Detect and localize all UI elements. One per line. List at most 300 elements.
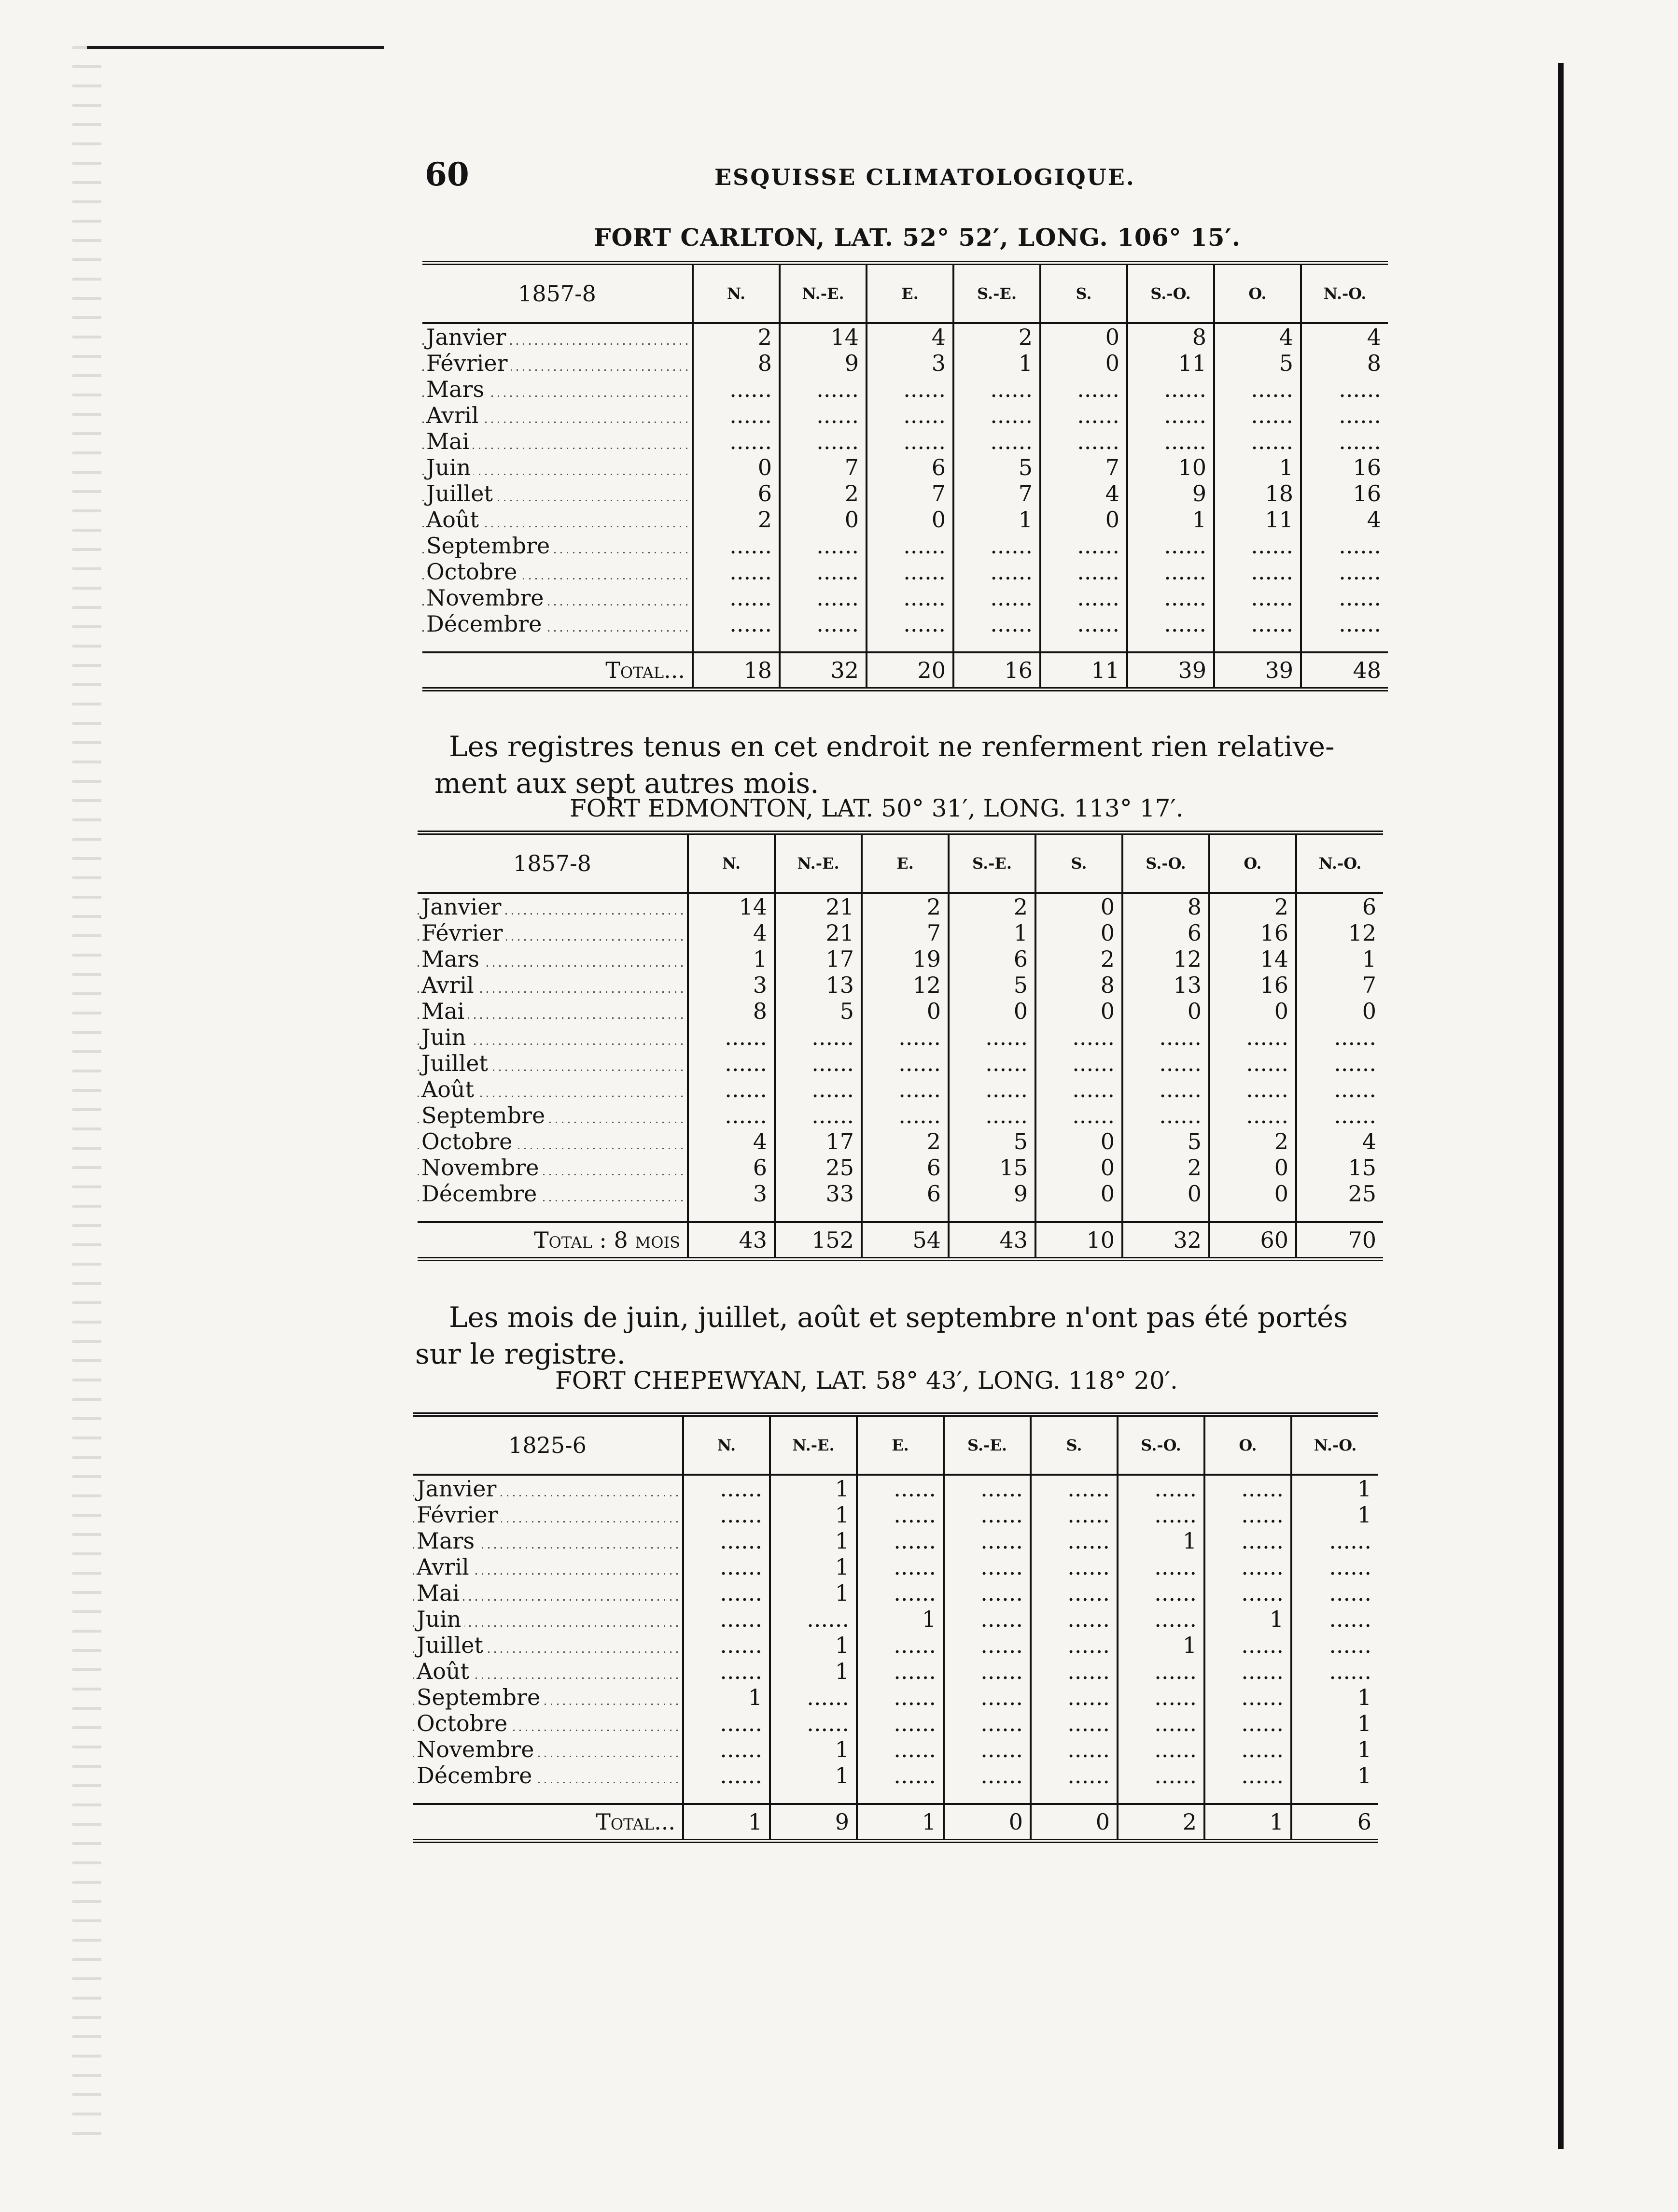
value-cell: ...... bbox=[1118, 1475, 1204, 1502]
table-row bbox=[413, 1632, 1378, 1658]
value-cell: ...... bbox=[867, 376, 953, 402]
table-row bbox=[418, 1024, 1383, 1050]
value-cell: 0 bbox=[1122, 1181, 1209, 1207]
value-cell: 8 bbox=[693, 350, 780, 376]
value-cell: ...... bbox=[1040, 533, 1127, 559]
total-cell: 16 bbox=[953, 652, 1040, 690]
value-cell: ...... bbox=[693, 585, 780, 611]
value-cell: ...... bbox=[1127, 402, 1214, 428]
value-cell: 7 bbox=[862, 920, 949, 946]
col-header-o: O. bbox=[1214, 263, 1301, 324]
value-cell: 4 bbox=[867, 323, 953, 350]
value-cell: ...... bbox=[953, 611, 1040, 637]
value-cell: 25 bbox=[1296, 1181, 1383, 1207]
wind-table-fort-carlton bbox=[422, 261, 1388, 691]
binding-edge-rule bbox=[1558, 63, 1564, 2149]
col-header-n: N. bbox=[683, 1415, 770, 1475]
value-cell: 18 bbox=[1214, 480, 1301, 507]
value-cell: 0 bbox=[1040, 350, 1127, 376]
value-cell: ...... bbox=[1127, 376, 1214, 402]
value-cell: ...... bbox=[953, 402, 1040, 428]
month-label: Septembre bbox=[417, 1684, 543, 1710]
month-cell bbox=[418, 1155, 688, 1181]
value-cell: ...... bbox=[1118, 1606, 1204, 1632]
value-cell: ...... bbox=[775, 1076, 862, 1102]
value-cell: ...... bbox=[1204, 1632, 1291, 1658]
month-label: Juin bbox=[421, 1024, 469, 1050]
table-row bbox=[422, 507, 1388, 533]
value-cell: 1 bbox=[770, 1528, 857, 1554]
value-cell: 8 bbox=[1122, 893, 1209, 920]
month-label: Juillet bbox=[421, 1050, 491, 1076]
total-cell: 10 bbox=[1035, 1222, 1122, 1259]
value-cell: ...... bbox=[944, 1580, 1031, 1606]
value-cell: 17 bbox=[775, 1128, 862, 1155]
month-cell bbox=[413, 1606, 683, 1632]
value-cell: ...... bbox=[1127, 585, 1214, 611]
spacer-cell bbox=[1127, 637, 1214, 652]
value-cell: ...... bbox=[944, 1502, 1031, 1528]
spacer-cell bbox=[1118, 1789, 1204, 1804]
value-cell: ...... bbox=[867, 533, 953, 559]
value-cell: 1 bbox=[1204, 1606, 1291, 1632]
table-row bbox=[418, 920, 1383, 946]
value-cell: 14 bbox=[688, 893, 775, 920]
value-cell: 1 bbox=[1296, 946, 1383, 972]
value-cell: 7 bbox=[953, 480, 1040, 507]
spacer-cell bbox=[688, 1207, 775, 1222]
value-cell: ...... bbox=[693, 376, 780, 402]
value-cell: ...... bbox=[683, 1736, 770, 1762]
col-header-so: S.-O. bbox=[1122, 833, 1209, 893]
month-cell bbox=[413, 1554, 683, 1580]
value-cell: ...... bbox=[862, 1050, 949, 1076]
value-cell: ...... bbox=[1214, 428, 1301, 454]
value-cell: ...... bbox=[1122, 1050, 1209, 1076]
value-cell: ...... bbox=[770, 1710, 857, 1736]
value-cell: 8 bbox=[1127, 323, 1214, 350]
total-cell: 39 bbox=[1127, 652, 1214, 690]
spacer-cell bbox=[770, 1789, 857, 1804]
value-cell: ...... bbox=[944, 1632, 1031, 1658]
value-cell: ...... bbox=[1214, 402, 1301, 428]
value-cell: ...... bbox=[1214, 611, 1301, 637]
value-cell: 3 bbox=[867, 350, 953, 376]
table-row bbox=[422, 585, 1388, 611]
total-cell: 70 bbox=[1296, 1222, 1383, 1259]
spacer-cell bbox=[1214, 637, 1301, 652]
col-header-ne: N.-E. bbox=[770, 1415, 857, 1475]
month-cell bbox=[413, 1502, 683, 1528]
value-cell: ...... bbox=[857, 1658, 944, 1684]
value-cell: 15 bbox=[1296, 1155, 1383, 1181]
value-cell: 12 bbox=[1122, 946, 1209, 972]
value-cell: ...... bbox=[1035, 1102, 1122, 1128]
table-row bbox=[422, 376, 1388, 402]
value-cell: ...... bbox=[1031, 1658, 1118, 1684]
table-row bbox=[422, 323, 1388, 350]
col-header-s: S. bbox=[1040, 263, 1127, 324]
col-header-se: S.-E. bbox=[953, 263, 1040, 324]
spacer-row bbox=[418, 1207, 1383, 1222]
value-cell: ...... bbox=[867, 559, 953, 585]
value-cell: 1 bbox=[770, 1658, 857, 1684]
table-row bbox=[418, 893, 1383, 920]
value-cell: ...... bbox=[944, 1710, 1031, 1736]
year-header: 1857-8 bbox=[418, 833, 688, 893]
value-cell: ...... bbox=[857, 1580, 944, 1606]
value-cell: 13 bbox=[775, 972, 862, 998]
value-cell: ...... bbox=[953, 585, 1040, 611]
value-cell: 5 bbox=[1122, 1128, 1209, 1155]
value-cell: 1 bbox=[1291, 1684, 1378, 1710]
month-label: Octobre bbox=[426, 559, 520, 585]
value-cell: 1 bbox=[770, 1632, 857, 1658]
month-label: Janvier bbox=[426, 324, 509, 350]
value-cell: ...... bbox=[688, 1050, 775, 1076]
value-cell: ...... bbox=[949, 1050, 1035, 1076]
table-row bbox=[418, 946, 1383, 972]
value-cell: ...... bbox=[1031, 1528, 1118, 1554]
month-cell bbox=[422, 559, 693, 585]
value-cell: ...... bbox=[1031, 1554, 1118, 1580]
month-label: Avril bbox=[417, 1554, 472, 1580]
col-header-e: E. bbox=[857, 1415, 944, 1475]
value-cell: ...... bbox=[944, 1658, 1031, 1684]
spacer-cell bbox=[867, 637, 953, 652]
month-cell bbox=[418, 946, 688, 972]
value-cell: ...... bbox=[857, 1736, 944, 1762]
value-cell: ...... bbox=[693, 559, 780, 585]
value-cell: ...... bbox=[1204, 1762, 1291, 1789]
value-cell: 16 bbox=[1209, 920, 1296, 946]
total-row bbox=[422, 652, 1388, 690]
col-header-no: N.-O. bbox=[1291, 1415, 1378, 1475]
value-cell: ...... bbox=[1118, 1658, 1204, 1684]
value-cell: ...... bbox=[683, 1502, 770, 1528]
value-cell: ...... bbox=[857, 1528, 944, 1554]
total-cell: 18 bbox=[693, 652, 780, 690]
value-cell: 0 bbox=[1035, 998, 1122, 1024]
value-cell: 0 bbox=[1035, 893, 1122, 920]
total-cell: 43 bbox=[949, 1222, 1035, 1259]
value-cell: 3 bbox=[688, 972, 775, 998]
table-row bbox=[413, 1710, 1378, 1736]
month-label: Novembre bbox=[426, 585, 546, 611]
value-cell: ...... bbox=[1204, 1554, 1291, 1580]
month-label: Mars bbox=[421, 946, 482, 972]
value-cell: ...... bbox=[1031, 1632, 1118, 1658]
value-cell: 4 bbox=[1301, 507, 1388, 533]
value-cell: ...... bbox=[693, 428, 780, 454]
total-cell: 48 bbox=[1301, 652, 1388, 690]
value-cell: 2 bbox=[780, 480, 867, 507]
value-cell: 1 bbox=[770, 1736, 857, 1762]
value-cell: ...... bbox=[1031, 1502, 1118, 1528]
col-header-e: E. bbox=[867, 263, 953, 324]
month-label: Septembre bbox=[426, 533, 553, 559]
header-row bbox=[418, 833, 1383, 893]
col-header-no: N.-O. bbox=[1301, 263, 1388, 324]
value-cell: 0 bbox=[1209, 1181, 1296, 1207]
value-cell: ...... bbox=[1122, 1102, 1209, 1128]
month-cell bbox=[413, 1528, 683, 1554]
value-cell: ...... bbox=[1040, 559, 1127, 585]
spacer-cell bbox=[949, 1207, 1035, 1222]
spacer-cell bbox=[1040, 637, 1127, 652]
value-cell: 7 bbox=[867, 480, 953, 507]
value-cell: ...... bbox=[1204, 1502, 1291, 1528]
table-row bbox=[418, 1076, 1383, 1102]
total-cell: 60 bbox=[1209, 1222, 1296, 1259]
spacer-cell bbox=[953, 637, 1040, 652]
col-header-o: O. bbox=[1204, 1415, 1291, 1475]
value-cell: ...... bbox=[867, 428, 953, 454]
total-cell: 20 bbox=[867, 652, 953, 690]
spacer-cell bbox=[775, 1207, 862, 1222]
value-cell: ...... bbox=[953, 376, 1040, 402]
value-cell: ...... bbox=[1127, 428, 1214, 454]
total-cell: 32 bbox=[1122, 1222, 1209, 1259]
month-cell bbox=[418, 1181, 688, 1207]
value-cell: 6 bbox=[867, 454, 953, 480]
value-cell: 0 bbox=[867, 507, 953, 533]
month-cell bbox=[422, 428, 693, 454]
value-cell: ...... bbox=[770, 1606, 857, 1632]
spacer-cell bbox=[944, 1789, 1031, 1804]
value-cell: ...... bbox=[780, 559, 867, 585]
year-header: 1825-6 bbox=[413, 1415, 683, 1475]
month-label: Mai bbox=[421, 998, 467, 1024]
value-cell: ...... bbox=[780, 402, 867, 428]
col-header-ne: N.-E. bbox=[775, 833, 862, 893]
spacer-cell bbox=[1035, 1207, 1122, 1222]
note-line: ment aux sept autres mois. bbox=[434, 767, 819, 800]
value-cell: ...... bbox=[1209, 1024, 1296, 1050]
value-cell: ...... bbox=[944, 1528, 1031, 1554]
value-cell: 2 bbox=[862, 1128, 949, 1155]
total-cell: 39 bbox=[1214, 652, 1301, 690]
col-header-so: S.-O. bbox=[1127, 263, 1214, 324]
spacer-cell bbox=[780, 637, 867, 652]
value-cell: ...... bbox=[944, 1554, 1031, 1580]
value-cell: ...... bbox=[949, 1076, 1035, 1102]
value-cell: ...... bbox=[944, 1684, 1031, 1710]
month-label: Mai bbox=[426, 428, 472, 454]
value-cell: 1 bbox=[1291, 1475, 1378, 1502]
total-cell: 152 bbox=[775, 1222, 862, 1259]
table-row bbox=[422, 428, 1388, 454]
value-cell: 25 bbox=[775, 1155, 862, 1181]
month-cell bbox=[413, 1632, 683, 1658]
table-row bbox=[418, 1155, 1383, 1181]
value-cell: 2 bbox=[1209, 1128, 1296, 1155]
value-cell: 6 bbox=[688, 1155, 775, 1181]
total-cell: 9 bbox=[770, 1804, 857, 1841]
value-cell: ...... bbox=[775, 1102, 862, 1128]
value-cell: ...... bbox=[1040, 376, 1127, 402]
month-cell bbox=[418, 1076, 688, 1102]
value-cell: 4 bbox=[1214, 323, 1301, 350]
month-cell bbox=[418, 1024, 688, 1050]
value-cell: ...... bbox=[1031, 1762, 1118, 1789]
value-cell: ...... bbox=[857, 1684, 944, 1710]
value-cell: ...... bbox=[862, 1076, 949, 1102]
spacer-cell bbox=[1031, 1789, 1118, 1804]
total-label: Total... bbox=[422, 652, 693, 690]
spacer-cell bbox=[683, 1789, 770, 1804]
value-cell: ...... bbox=[1127, 533, 1214, 559]
month-label: Janvier bbox=[421, 894, 504, 920]
col-header-e: E. bbox=[862, 833, 949, 893]
value-cell: ...... bbox=[780, 611, 867, 637]
table-row bbox=[413, 1684, 1378, 1710]
value-cell: ...... bbox=[1296, 1076, 1383, 1102]
value-cell: 14 bbox=[780, 323, 867, 350]
value-cell: 3 bbox=[688, 1181, 775, 1207]
value-cell: 0 bbox=[1209, 998, 1296, 1024]
month-cell bbox=[413, 1762, 683, 1789]
month-label: Août bbox=[421, 1076, 477, 1102]
value-cell: ...... bbox=[1214, 559, 1301, 585]
value-cell: ...... bbox=[1209, 1050, 1296, 1076]
value-cell: 0 bbox=[949, 998, 1035, 1024]
total-cell: 43 bbox=[688, 1222, 775, 1259]
value-cell: ...... bbox=[1301, 428, 1388, 454]
month-cell bbox=[418, 893, 688, 920]
value-cell: 0 bbox=[1296, 998, 1383, 1024]
value-cell: ...... bbox=[1301, 611, 1388, 637]
col-header-so: S.-O. bbox=[1118, 1415, 1204, 1475]
month-cell bbox=[413, 1684, 683, 1710]
running-head: ESQUISSE CLIMATOLOGIQUE. bbox=[714, 164, 1135, 190]
value-cell: ...... bbox=[683, 1606, 770, 1632]
value-cell: ...... bbox=[1291, 1528, 1378, 1554]
value-cell: ...... bbox=[949, 1102, 1035, 1128]
value-cell: ...... bbox=[1301, 402, 1388, 428]
value-cell: 1 bbox=[1291, 1762, 1378, 1789]
value-cell: ...... bbox=[1291, 1606, 1378, 1632]
value-cell: ...... bbox=[683, 1580, 770, 1606]
value-cell: ...... bbox=[1301, 533, 1388, 559]
month-label: Août bbox=[417, 1658, 472, 1684]
month-label: Mars bbox=[426, 376, 487, 402]
value-cell: 8 bbox=[1035, 972, 1122, 998]
spacer-cell bbox=[413, 1789, 683, 1804]
value-cell: ...... bbox=[1035, 1076, 1122, 1102]
month-cell bbox=[422, 611, 693, 637]
value-cell: ...... bbox=[1040, 402, 1127, 428]
table-title-fort-chepewyan: FORT CHEPEWYAN, LAT. 58° 43′, LONG. 118° 20′. bbox=[555, 1367, 1178, 1395]
value-cell: 12 bbox=[1296, 920, 1383, 946]
page-edge-rule bbox=[87, 46, 384, 49]
value-cell: ...... bbox=[1291, 1658, 1378, 1684]
value-cell: ...... bbox=[1118, 1684, 1204, 1710]
value-cell: 2 bbox=[953, 323, 1040, 350]
value-cell: 1 bbox=[1214, 454, 1301, 480]
value-cell: 0 bbox=[1209, 1155, 1296, 1181]
spacer-cell bbox=[1296, 1207, 1383, 1222]
value-cell: ...... bbox=[775, 1024, 862, 1050]
table-row bbox=[422, 454, 1388, 480]
value-cell: ...... bbox=[953, 428, 1040, 454]
month-cell bbox=[422, 350, 693, 376]
value-cell: 0 bbox=[1035, 1155, 1122, 1181]
year-header: 1857-8 bbox=[422, 263, 693, 324]
value-cell: ...... bbox=[1296, 1102, 1383, 1128]
table-row bbox=[413, 1554, 1378, 1580]
value-cell: ...... bbox=[1031, 1606, 1118, 1632]
table-row bbox=[413, 1736, 1378, 1762]
value-cell: ...... bbox=[1301, 376, 1388, 402]
value-cell: 2 bbox=[1209, 893, 1296, 920]
table-row bbox=[422, 533, 1388, 559]
value-cell: ...... bbox=[1035, 1050, 1122, 1076]
value-cell: ...... bbox=[944, 1762, 1031, 1789]
value-cell: ...... bbox=[1118, 1710, 1204, 1736]
value-cell: ...... bbox=[1296, 1024, 1383, 1050]
value-cell: ...... bbox=[1296, 1050, 1383, 1076]
value-cell: ...... bbox=[944, 1475, 1031, 1502]
value-cell: ...... bbox=[1301, 585, 1388, 611]
month-label: Juin bbox=[426, 454, 474, 480]
month-cell bbox=[422, 507, 693, 533]
value-cell: 17 bbox=[775, 946, 862, 972]
value-cell: ...... bbox=[683, 1762, 770, 1789]
month-label: Décembre bbox=[426, 611, 545, 637]
value-cell: 8 bbox=[688, 998, 775, 1024]
month-cell bbox=[422, 533, 693, 559]
value-cell: 14 bbox=[1209, 946, 1296, 972]
col-header-ne: N.-E. bbox=[780, 263, 867, 324]
value-cell: 4 bbox=[1040, 480, 1127, 507]
table-row bbox=[422, 350, 1388, 376]
value-cell: 11 bbox=[1127, 350, 1214, 376]
month-label: Février bbox=[417, 1502, 501, 1528]
month-cell bbox=[418, 920, 688, 946]
table-row bbox=[418, 972, 1383, 998]
value-cell: 1 bbox=[1291, 1710, 1378, 1736]
value-cell: 5 bbox=[949, 972, 1035, 998]
total-cell: 2 bbox=[1118, 1804, 1204, 1841]
month-label: Juin bbox=[417, 1606, 464, 1632]
value-cell: 9 bbox=[949, 1181, 1035, 1207]
value-cell: 1 bbox=[683, 1684, 770, 1710]
spacer-cell bbox=[1301, 637, 1388, 652]
table-row bbox=[413, 1475, 1378, 1502]
month-label: Mars bbox=[417, 1528, 477, 1554]
value-cell: ...... bbox=[780, 585, 867, 611]
value-cell: 1 bbox=[1291, 1502, 1378, 1528]
value-cell: ...... bbox=[770, 1684, 857, 1710]
value-cell: 6 bbox=[862, 1181, 949, 1207]
table-row bbox=[418, 1102, 1383, 1128]
value-cell: ...... bbox=[1031, 1736, 1118, 1762]
table-row bbox=[413, 1762, 1378, 1789]
total-cell: 1 bbox=[857, 1804, 944, 1841]
value-cell: ...... bbox=[1031, 1580, 1118, 1606]
value-cell: ...... bbox=[1291, 1554, 1378, 1580]
value-cell: 1 bbox=[1118, 1632, 1204, 1658]
value-cell: ...... bbox=[867, 585, 953, 611]
value-cell: ...... bbox=[1040, 585, 1127, 611]
table-row bbox=[418, 1050, 1383, 1076]
value-cell: 0 bbox=[1040, 507, 1127, 533]
value-cell: ...... bbox=[1204, 1736, 1291, 1762]
value-cell: 2 bbox=[1035, 946, 1122, 972]
table-row bbox=[413, 1502, 1378, 1528]
month-cell bbox=[418, 1102, 688, 1128]
